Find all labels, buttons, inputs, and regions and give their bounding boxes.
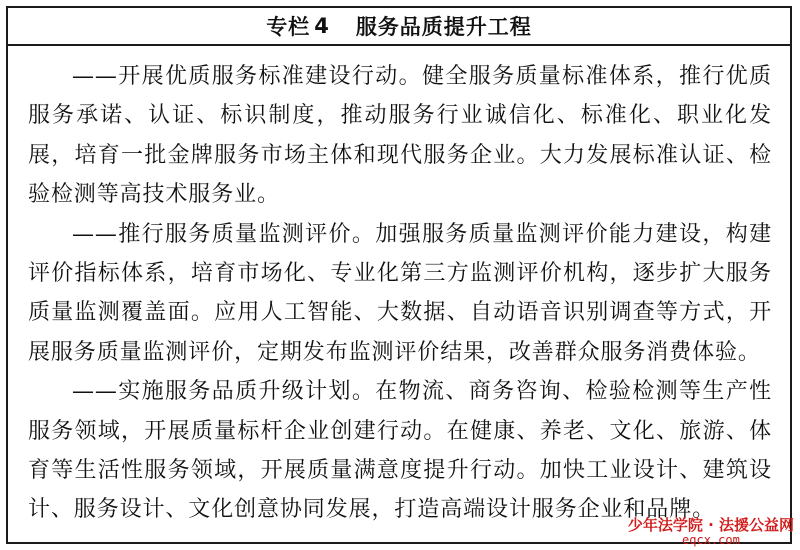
column-body — [8, 46, 790, 530]
column-title-text: 服务品质提升工程 — [355, 15, 532, 39]
column-title-prefix: 专栏 — [266, 15, 311, 39]
column-title-number: 4 — [314, 14, 330, 38]
column-box — [6, 6, 792, 544]
watermark-url: eqcx.com — [682, 533, 740, 547]
watermark — [628, 516, 794, 547]
paragraph-monitoring: ——推行服务质量监测评价。加强服务质量监测评价能力建设，构建评价指标体系，培育市场化、专业化第三方监测评价机构，逐步扩大服务质量监测覆盖面。应用人工智能、大数据、自动语音识别调查等方式，开展服务质量监测评价，定期发布监测评价结果，改善群众服务消费体验。 — [28, 221, 772, 365]
paragraph-standards: ——开展优质服务标准建设行动。健全服务质量标准体系，推行优质服务承诺、认证、标识制度，推动服务行业诚信化、标准化、职业化发展，培育一批金牌服务市场主体和现代服务企业。大力发展标准认证、检验检测等高技术服务业。 — [28, 64, 772, 208]
watermark-site-name: 少年法学院 · 法援公益网 — [627, 516, 794, 534]
paragraph-upgrade-plan: ——实施服务品质升级计划。在物流、商务咨询、检验检测等生产性服务领域，开展质量标杆企业创建行动。在健康、养老、文化、旅游、体育等生活性服务领域，开展质量满意度提升行动。加快工业设计、建筑设计、服务设计、文化创意协同发展，打造高端设计服务企业和品牌。 — [28, 379, 772, 523]
column-title — [8, 8, 790, 46]
